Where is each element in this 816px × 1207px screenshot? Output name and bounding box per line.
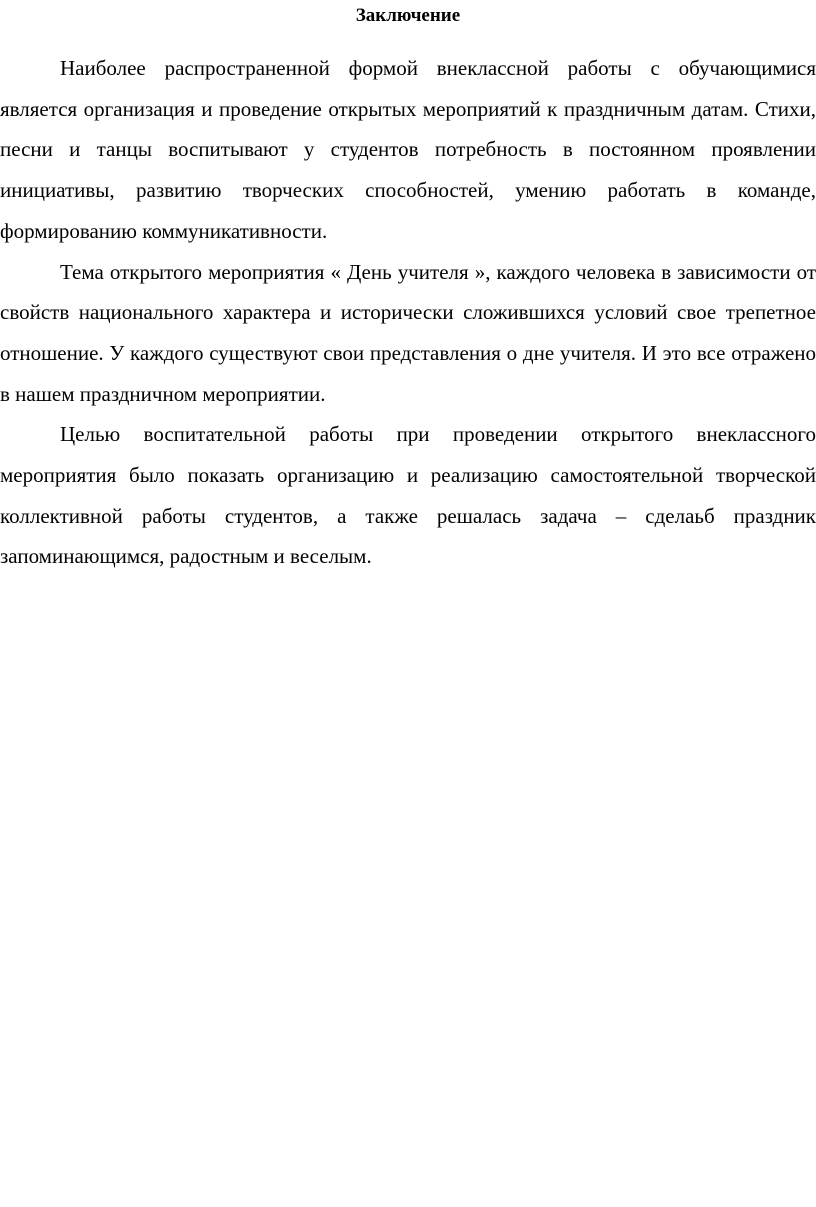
paragraph-2: Тема открытого мероприятия « День учителя », каждого человека в зависимости от свойств национального характера и исторически сложившихся условий свое трепетное отношение. У каждого существуют свои представления о дне учителя. И это все отражено в нашем праздничном мероприятии. (0, 259, 816, 406)
paragraph-1: Наиболее распространенной формой внеклассной работы с обучающимися является организация и проведение открытых мероприятий к праздничным датам. Стихи, песни и танцы воспитывают у студентов потребность в постоянном проявлении инициативы, развитию творческих способностей, умению работать в команде, формированию коммуникативности. (0, 56, 816, 243)
paragraph-3: Целью воспитательной работы при проведении открытого внеклассного мероприятия было показать организацию и реализацию самостоятельной творческой коллективной работы студентов, а также решалась задача – сделаьб праздник запоминающимся, радостным и веселым. (0, 422, 816, 569)
document-body (0, 48, 816, 577)
page-title: Заключение (355, 5, 461, 26)
